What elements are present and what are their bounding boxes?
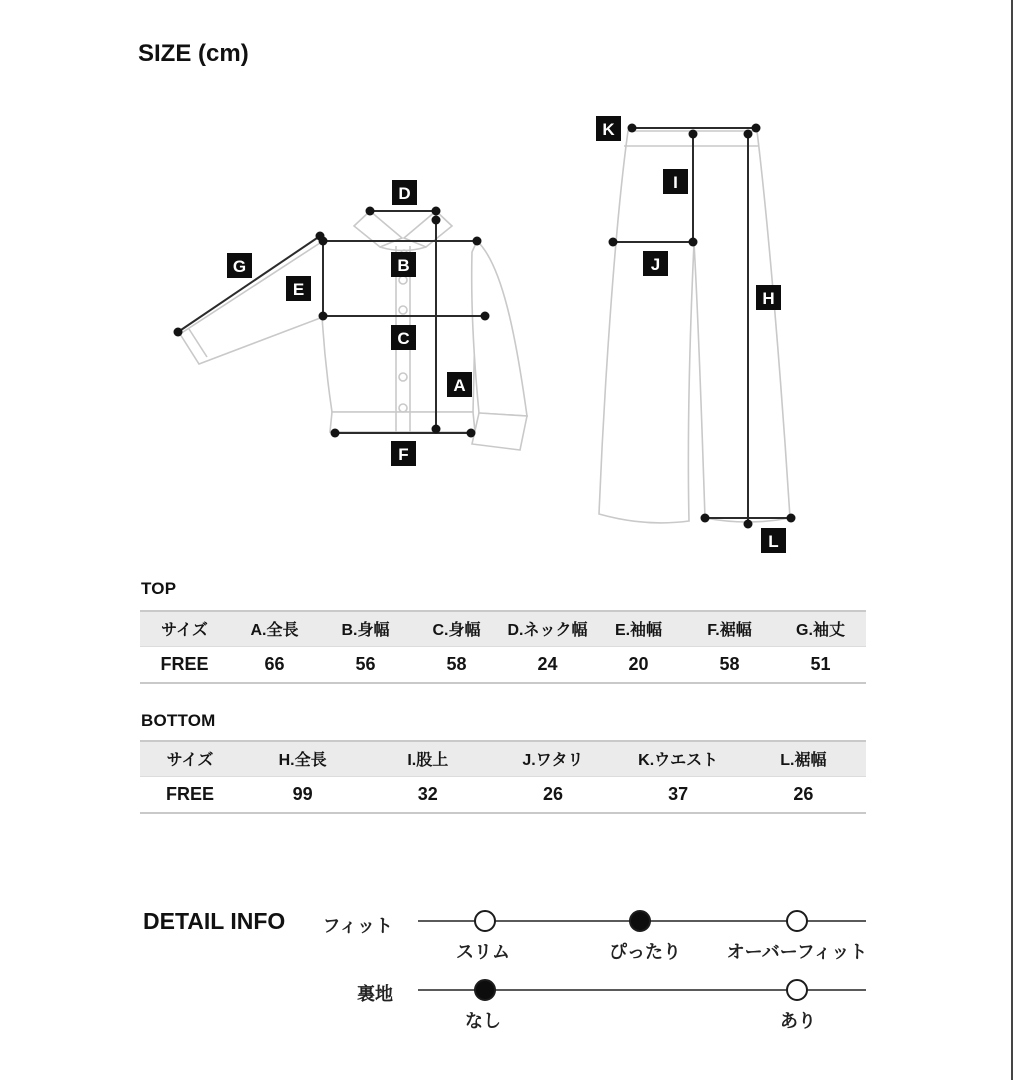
table-cell: 26 xyxy=(490,776,615,813)
table-header-cell: J.ワタリ xyxy=(490,741,615,776)
top-garment-diagram xyxy=(174,180,528,466)
label-box-a xyxy=(447,372,472,397)
label-i: I xyxy=(673,173,678,192)
fit-option-marker-fitted xyxy=(629,910,651,932)
table-cell: 58 xyxy=(411,646,502,683)
label-box-j xyxy=(643,251,668,276)
label-f: F xyxy=(398,445,409,464)
table-header-cell: D.ネック幅 xyxy=(502,611,593,646)
label-l: L xyxy=(768,532,779,551)
table-row xyxy=(140,646,866,683)
label-box-f xyxy=(391,441,416,466)
bottom-size-table xyxy=(140,740,866,814)
label-a: A xyxy=(453,376,466,395)
label-box-l xyxy=(761,528,786,553)
fit-option-label-overfit: オーバーフィット xyxy=(726,942,868,962)
lining-option-marker-none xyxy=(474,979,496,1001)
top-size-table xyxy=(140,610,866,684)
table-header-cell: A.全長 xyxy=(229,611,320,646)
label-box-c xyxy=(391,325,416,350)
lining-option-label-none: なし xyxy=(465,1011,501,1031)
lining-option-marker-yes xyxy=(786,979,808,1001)
table-header-row xyxy=(140,611,866,646)
label-c: C xyxy=(397,329,410,348)
label-e: E xyxy=(292,280,305,299)
table-header-cell: サイズ xyxy=(140,611,229,646)
label-g: G xyxy=(232,257,247,276)
detail-info-title: DETAIL INFO xyxy=(143,908,286,934)
table-row xyxy=(140,776,866,813)
jacket-right-cuff xyxy=(472,413,527,450)
top-section-label: TOP xyxy=(141,579,177,598)
table-cell: 37 xyxy=(616,776,741,813)
table-cell: 66 xyxy=(229,646,320,683)
table-header-cell: I.股上 xyxy=(365,741,490,776)
table-cell: 99 xyxy=(240,776,365,813)
table-cell: 58 xyxy=(684,646,775,683)
jacket-hem-band xyxy=(330,412,475,432)
table-header-cell: K.ウエスト xyxy=(616,741,741,776)
table-header-cell: B.身幅 xyxy=(320,611,411,646)
page-right-edge-line xyxy=(1011,0,1013,1080)
table-header-cell: H.全長 xyxy=(240,741,365,776)
fit-option-label-slim: スリム xyxy=(456,942,510,962)
label-box-g xyxy=(227,253,252,278)
label-box-k xyxy=(596,116,621,141)
fit-option-marker-slim xyxy=(474,910,496,932)
table-header-cell: E.袖幅 xyxy=(593,611,684,646)
label-box-e xyxy=(286,276,311,301)
table-cell: 32 xyxy=(365,776,490,813)
label-box-d xyxy=(392,180,417,205)
label-box-i xyxy=(663,169,688,194)
jacket-right-sleeve xyxy=(472,241,527,416)
label-d: D xyxy=(398,184,411,203)
pants-outline xyxy=(599,131,790,523)
table-cell: 56 xyxy=(320,646,411,683)
label-box-h xyxy=(756,285,781,310)
table-cell: 26 xyxy=(741,776,866,813)
table-header-row xyxy=(140,741,866,776)
label-j: J xyxy=(650,255,661,274)
label-h: H xyxy=(762,289,775,308)
page-title: SIZE (cm) xyxy=(138,40,249,67)
lining-scale-label: 裏地 xyxy=(357,984,393,1004)
table-cell: 20 xyxy=(593,646,684,683)
table-cell: 51 xyxy=(775,646,866,683)
table-header-cell: サイズ xyxy=(140,741,240,776)
label-k: K xyxy=(602,120,615,139)
table-cell: FREE xyxy=(140,646,229,683)
fit-scale-label: フィット xyxy=(322,916,393,936)
table-header-cell: F.裾幅 xyxy=(684,611,775,646)
fit-option-marker-overfit xyxy=(786,910,808,932)
bottom-garment-diagram xyxy=(596,116,796,553)
table-header-cell: C.身幅 xyxy=(411,611,502,646)
label-box-b xyxy=(391,252,416,277)
lining-option-label-yes: あり xyxy=(780,1011,816,1031)
table-header-cell: G.袖丈 xyxy=(775,611,866,646)
bottom-section-label: BOTTOM xyxy=(141,711,216,730)
fit-option-label-fitted: ぴったり xyxy=(609,942,681,962)
table-cell: 24 xyxy=(502,646,593,683)
table-header-cell: L.裾幅 xyxy=(741,741,866,776)
label-b: B xyxy=(397,256,410,275)
table-cell: FREE xyxy=(140,776,240,813)
